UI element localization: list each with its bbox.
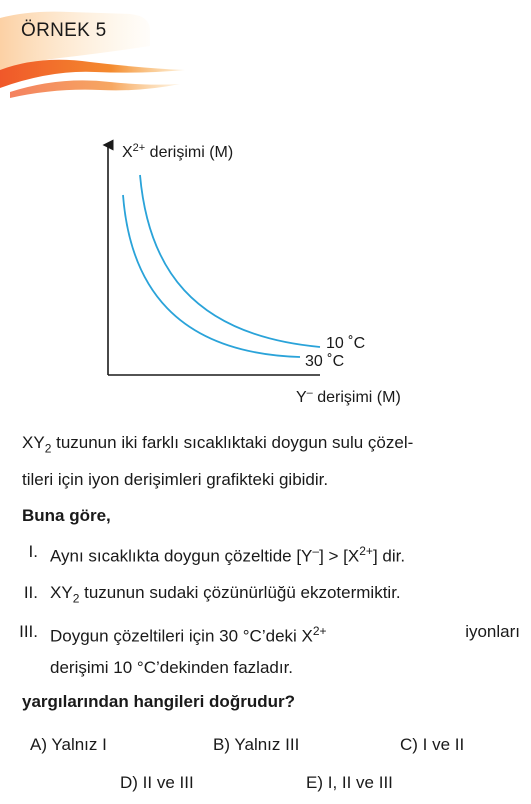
paragraph-line-2: tileri için iyon derişimleri grafikteki gibidir. xyxy=(22,470,329,490)
problem-paragraph xyxy=(22,427,522,495)
curve-30c xyxy=(123,195,300,357)
curve-10c xyxy=(140,175,320,347)
banner-swoosh xyxy=(0,0,190,110)
x-axis-label: Y– derişimi (M) xyxy=(296,387,401,406)
option-c[interactable]: C) I ve II xyxy=(400,735,465,754)
example-title: ÖRNEK 5 xyxy=(21,20,107,41)
question-intro: Buna göre, xyxy=(22,506,111,525)
option-b[interactable]: B) Yalnız III xyxy=(213,735,300,754)
question-ask: yargılarından hangileri doğrudur? xyxy=(22,692,295,711)
y-axis-label: $X^{2+}$ derişimi (M) xyxy=(122,142,234,161)
curve-label-30c: 30 ˚C xyxy=(305,353,345,370)
curve-label-10c: 10 ˚C xyxy=(326,335,366,352)
paragraph-line-1: $XY_2$ tuzunun iki farklı sıcaklıktaki doygun sulu çözel- xyxy=(22,433,414,456)
example-banner xyxy=(0,0,190,110)
option-d[interactable]: D) II ve III xyxy=(120,773,194,792)
solubility-graph xyxy=(100,135,430,410)
option-e[interactable]: E) I, II ve III xyxy=(306,773,393,792)
option-a[interactable]: A) Yalnız I xyxy=(30,735,107,754)
